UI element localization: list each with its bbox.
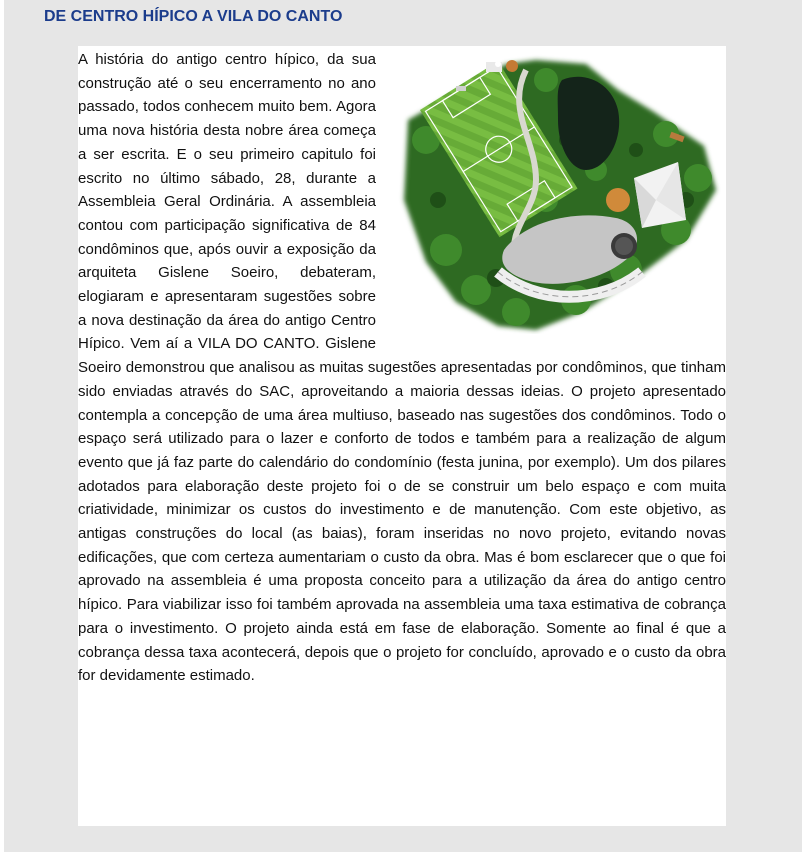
article-body <box>78 46 726 826</box>
page-frame-left <box>0 0 4 852</box>
project-rendering-image <box>386 46 726 338</box>
article-headline: DE CENTRO HÍPICO A VILA DO CANTO <box>44 8 343 25</box>
aerial-rendering-illustration <box>386 50 726 334</box>
article-paragraph: A história do antigo centro hípico, da sua construção até o seu encerramento no ano passado, todos conhecem muito bem. Agora uma nova história desta nobre área começa a ser escrita. E o seu primeiro capitulo foi escrito no último sábado, 28, durante a Assembleia Geral Ordinária. A assembleia contou com participação significativa de 84 condôminos que, após ouvir a exposição da arquiteta Gislene Soeiro, debateram, elogiaram e apresentaram sugestões sobre a nova destinação da área do antigo Centro Hípico. Vem aí a VILA DO CANTO. Gislene Soeiro demonstrou que analisou as muitas sugestões apresentadas por condôminos, que tinham sido enviadas através do SAC, aproveitando a maioria dessas ideias. O projeto apresentado contempla a concepção de uma área multiuso, baseado nas sugestões dos condôminos. Todo o espaço será utilizado para o lazer e conforto de todos e também para a realização de algum evento que já faz parte do calendário do condomínio (festa junina, por exemplo). Um dos pilares adotados para elaboração deste projeto foi o de se construir um belo espaço e com muita criatividade, minimizar os custos do investimento e de manutenção. Com este objetivo, as antigas construções do local (as baias), foram inseridas no novo projeto, evitando novas edificações, que com certeza aumentariam o custo da obra. Mas é bom esclarecer que o que foi aprovado na assembleia é uma proposta conceito para a utilização da área do antigo centro hípico. Para viabilizar isso foi também aprovada na assembleia uma taxa estimativa de cobrança para o investimento. O projeto ainda está em fase de elaboração. Somente ao final é que a cobrança dessa taxa acontecerá, depois que o projeto for concluído, aprovado e o custo da obra for devidamente estimado. <box>78 51 726 685</box>
